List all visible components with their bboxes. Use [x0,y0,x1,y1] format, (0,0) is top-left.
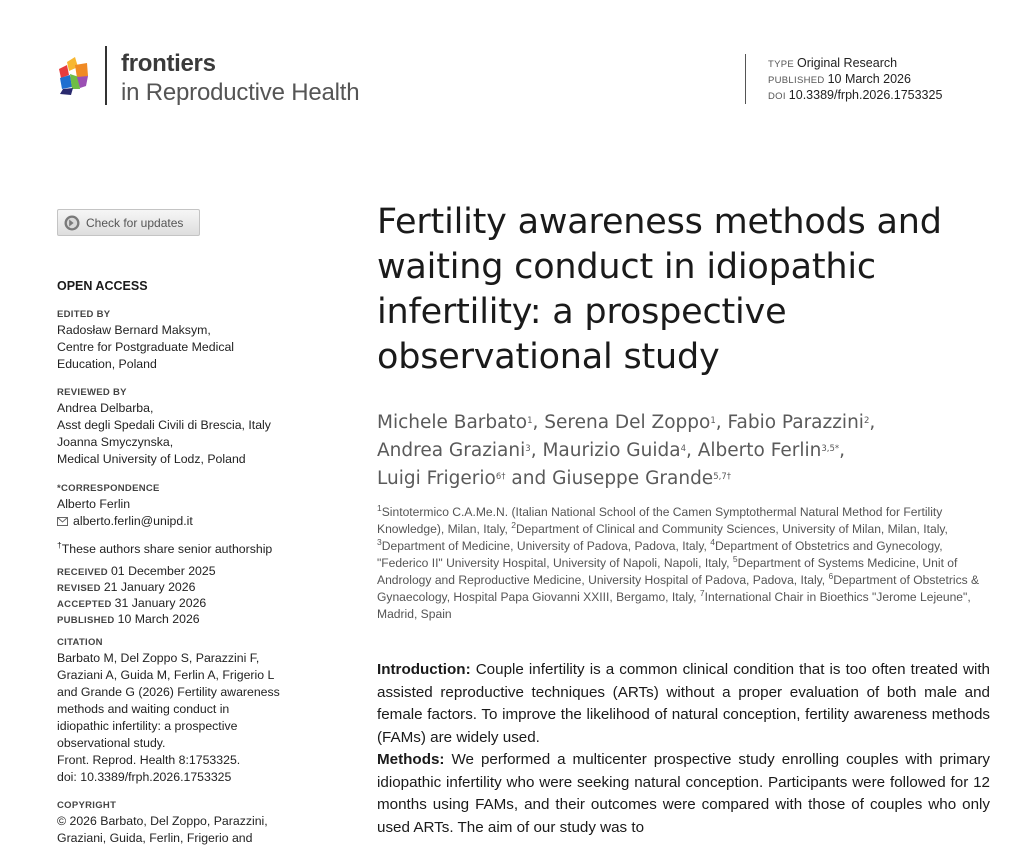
introduction-text: Couple infertility is a common clinical condition that is too often treated with assisted reproductive techniques (ARTs) without a proper evaluation of both male and female factors. To improve the likelihood of natural conception, fertility awareness methods (FAMs) are widely used. [377,661,990,746]
copyright-section [57,799,307,847]
author-name[interactable]: Michele Barbato$^1$ [377,412,533,433]
brand-name: frontiers [121,50,216,77]
citation-label: CITATION [57,637,103,648]
doi-link[interactable]: 10.3389/frph.2026.1753325 [788,88,943,102]
edited-by-label: EDITED BY [57,309,111,320]
affiliation: Department of Obstetrics and Gynecology, "Federico II" University Hospital, University of Napoli, Napoli, Italy, [377,539,943,570]
senior-authorship-note [57,541,307,558]
revised-date: 21 January 2026 [103,580,196,594]
edited-by-section [57,308,307,373]
accepted-label: ACCEPTED [57,599,112,610]
history-dates [57,564,307,628]
reviewer-line: Medical University of Lodz, Poland [57,452,246,466]
meta-divider [745,54,746,104]
published-date: 10 March 2026 [827,72,911,86]
affiliation: Department of Medicine, University of Padova, Padova, Italy, [381,539,711,553]
reviewed-by-section [57,386,307,468]
copyright-line: © 2026 Barbato, Del Zoppo, Parazzini, [57,814,268,828]
received-label: RECEIVED [57,567,108,578]
affiliation: Sintotermico C.A.Me.N. (Italian National School of the Camen Symptothermal Natural Method for Fertility Knowledge), Milan, Italy, [377,505,943,536]
copyright-line: Graziani, Guida, Ferlin, Frigerio and [57,831,253,845]
reviewed-by-label: REVIEWED BY [57,387,127,398]
citation-line: methods and waiting conduct in [57,702,230,716]
reviewer-line: Asst degli Spedali Civili di Brescia, Italy [57,418,271,432]
abstract-introduction [377,659,990,749]
article-title: Fertility awareness methods and waiting conduct in idiopathic infertility: a prospective observational study [377,202,942,377]
affiliation: Department of Clinical and Community Sciences, University of Milan, Milan, Italy, [515,522,948,536]
dagger-mark: † [57,540,62,550]
citation-section [57,636,307,786]
correspondence-name: Alberto Ferlin [57,497,131,511]
published-label: PUBLISHED [57,615,115,626]
article-type: Original Research [797,56,898,70]
author-list: Michele Barbato$^1$, Serena Del Zoppo$^1$, Fabio Parazzini$^2$, Andrea Graziani$^3$, Maurizio Guida$^4$, Alberto Ferlin$^{3,5*}$, Luigi Frigerio$^{6\dagger}$ and Giuseppe Grande$^{5,7\dagger}$ [377,412,876,489]
frontiers-logo-icon [57,56,91,96]
open-access-label: OPEN ACCESS [57,279,148,293]
correspondence-label: CORRESPONDENCE [61,483,160,494]
abstract [377,659,990,839]
citation-line: Barbato M, Del Zoppo S, Parazzini F, [57,651,260,665]
author-name[interactable]: Giuseppe Grande$^{5,7\dagger}$ [552,468,731,489]
editor-line: Education, Poland [57,357,157,371]
methods-text: We performed a multicenter prospective study enrolling couples with primary idiopathic infertility who were seeking natural conception. Participants were followed for 12 months using FAMs, and their outcomes were compared with those of couples who only used ARTs. The aim of our study was to [377,751,990,836]
correspondence-section [57,482,307,530]
author-name[interactable]: Serena Del Zoppo$^1$ [544,412,716,433]
published-date: 10 March 2026 [117,612,200,626]
affiliations: $^1$Sintotermico C.A.Me.N. (Italian National School of the Camen Symptothermal Natural Method for Fertility Knowledge), Milan, Italy, $^2$Department of Clinical and Community Sciences, University of Milan, Milan, Italy, $^3$Department of Medicine, University of Padova, Padova, Italy, $^4$Department of Obstetrics and Gynecology, "Federico II" University Hospital, University of Napoli, Napoli, Italy, $^5$Department of Systems Medicine, Unit of Andrology and Reproductive Medicine, University Hospital of Padova, Padova, Italy, $^6$Department of Obstetrics & Gynaecology, Hospital Papa Giovanni XXIII, Bergamo, Italy, $^7$International Chair in Bioethics "Jerome Lejeune", Madrid, Spain [377,503,980,621]
type-label: TYPE [768,59,795,70]
abstract-methods [377,749,990,839]
methods-heading: Methods: [377,751,445,768]
journal-name: in Reproductive Health [121,79,360,106]
citation-line: observational study. [57,736,166,750]
email-icon [57,517,68,526]
check-for-updates-button[interactable] [57,209,200,236]
reviewer-line: Andrea Delbarba, [57,401,154,415]
accepted-date: 31 January 2026 [114,596,207,610]
senior-note-text: These authors share senior authorship [61,542,273,556]
author-name[interactable]: Maurizio Guida$^4$ [542,440,686,461]
revised-label: REVISED [57,583,101,594]
affiliation: Department of Systems Medicine, Unit of Andrology and Reproductive Medicine, University Hospital of Padova, Padova, Italy, [377,556,958,587]
correspondence-email-link[interactable]: alberto.ferlin@unipd.it [73,514,193,528]
citation-doi-link[interactable]: doi: 10.3389/frph.2026.1753325 [57,770,232,784]
author-name[interactable]: Andrea Graziani$^3$ [377,440,531,461]
editor-line: Radosław Bernard Maksym, [57,323,211,337]
copyright-label: COPYRIGHT [57,800,117,811]
check-updates-label: Check for updates [86,215,184,230]
citation-line: and Grande G (2026) Fertility awareness [57,685,280,699]
doi-label: DOI [768,91,786,102]
author-name[interactable]: Alberto Ferlin$^{3,5*}$ [697,440,840,461]
citation-line: Graziani A, Guida M, Ferlin A, Frigerio L [57,668,275,682]
brand-divider [105,46,107,105]
correspondence-mark: * [57,483,61,494]
article-meta [768,56,942,104]
published-label: PUBLISHED [768,75,825,86]
author-name[interactable]: Fabio Parazzini$^2$ [727,412,870,433]
reviewer-line: Joanna Smyczynska, [57,435,174,449]
affiliation: International Chair in Bioethics "Jerome Lejeune", Madrid, Spain [377,590,971,621]
citation-line: idiopathic infertility: a prospective [57,719,238,733]
editor-line: Centre for Postgraduate Medical [57,340,235,354]
update-check-icon [64,215,80,231]
introduction-heading: Introduction: [377,661,471,678]
author-name[interactable]: Luigi Frigerio$^{6\dagger}$ [377,468,506,489]
citation-line: Front. Reprod. Health 8:1753325. [57,753,241,767]
affiliation: Department of Obstetrics & Gynaecology, Hospital Papa Giovanni XXIII, Bergamo, Italy, [377,573,980,604]
received-date: 01 December 2025 [110,564,216,578]
